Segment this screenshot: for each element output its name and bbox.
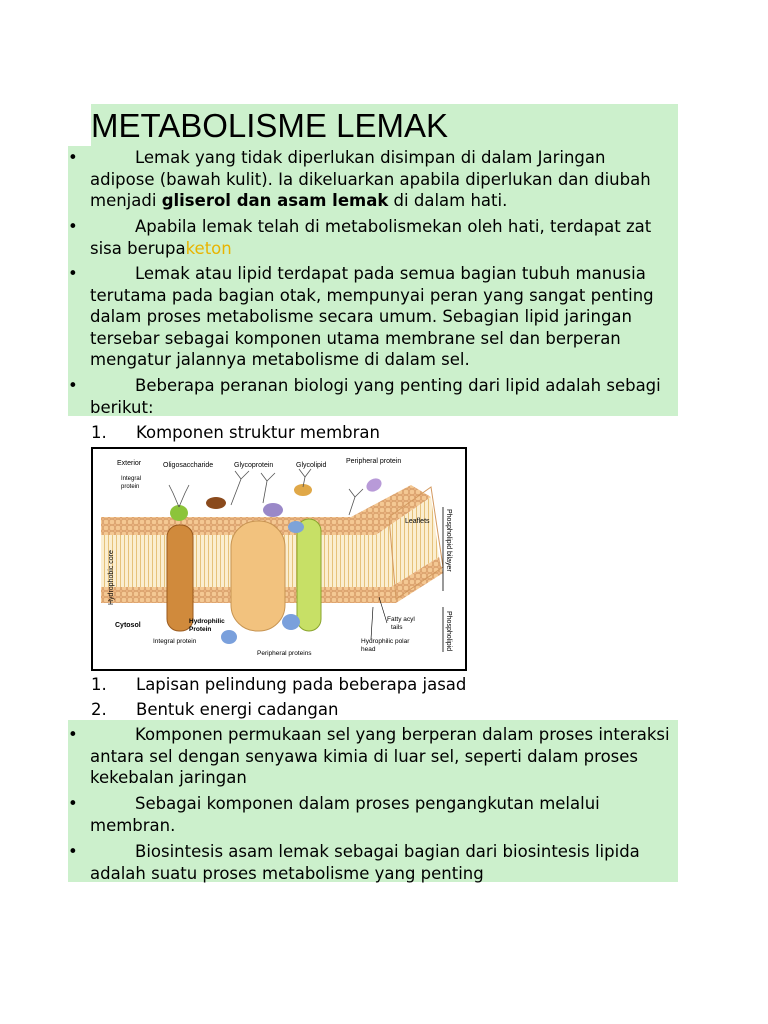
item-text: Apabila lemak telah di metabolismekan oleh hati, terdapat zat sisa berupa	[90, 217, 652, 258]
bullet-icon: •	[68, 725, 78, 744]
label-hydrophilic-1: Hydrophilic	[189, 618, 225, 625]
bold-term: gliserol dan asam lemak	[161, 191, 389, 210]
label-cytosol: Cytosol	[115, 622, 141, 629]
bullet-icon: •	[68, 264, 78, 283]
label-phospholipid-bilayer: Phospholipid bilayer	[445, 509, 452, 572]
bullet-icon: •	[68, 794, 78, 813]
item-text: Komponen struktur membran	[136, 423, 380, 442]
label-leaflets: Leaflets	[405, 518, 430, 525]
list-item	[68, 724, 674, 789]
list-item	[68, 216, 674, 259]
label-glycoprotein: Glycoprotein	[234, 462, 274, 469]
item-text: Lapisan pelindung pada beberapa jasad	[136, 675, 467, 694]
label-glycolipid: Glycolipid	[296, 462, 327, 469]
label-hydrophobic-core: Hydrophobic core	[108, 550, 115, 605]
label-hydrophilic-2: Protein	[189, 626, 212, 633]
bullet-icon: •	[68, 842, 78, 861]
item-text: Bentuk energi cadangan	[136, 700, 339, 719]
item-text: Komponen permukaan sel yang berperan dalam proses interaksi antara sel dengan senyawa kimia di luar sel, seperti dalam proses kekebalan jaringan	[90, 725, 670, 787]
label-integral-protein: Integral protein	[153, 638, 197, 645]
list-item	[68, 263, 674, 371]
list-item	[68, 841, 674, 884]
item-text: Beberapa peranan biologi yang penting dari lipid adalah sebagi berikut:	[90, 376, 661, 417]
label-hydrophilic-head-1: Hydrophilic polar	[361, 638, 410, 645]
label-exterior: Exterior	[117, 460, 142, 467]
membrane-figure	[91, 447, 467, 671]
item-text: Lemak yang tidak diperlukan disimpan di dalam Jaringan adipose (bawah kulit). Ia dikeluarkan apabila diperlukan dan diubah menjadi	[90, 148, 651, 210]
label-oligosaccharide: Oligosaccharide	[163, 462, 214, 469]
item-text-end: di dalam hati.	[388, 191, 508, 210]
list-item	[68, 147, 674, 212]
page-title: METABOLISME LEMAK	[91, 107, 448, 144]
keton-link[interactable]: keton	[185, 238, 232, 258]
list-item	[68, 793, 674, 836]
bullet-icon: •	[68, 148, 78, 167]
numbered-item	[91, 699, 338, 721]
label-hydrophilic-head-2: head	[361, 646, 376, 653]
item-number: 1.	[91, 423, 107, 442]
numbered-item	[91, 674, 466, 696]
membrane-diagram	[91, 447, 467, 671]
list-item	[68, 375, 674, 418]
label-fatty-acyl-1: Fatty acyl	[387, 616, 415, 623]
item-number: 2.	[91, 700, 107, 719]
label-integral-1: Integral	[121, 476, 142, 482]
numbered-item	[91, 422, 380, 444]
item-text: Lemak atau lipid terdapat pada semua bagian tubuh manusia terutama pada bagian otak, mempunyai peran yang sangat penting dalam proses metabolisme secara umum. Sebagian lipid jaringan tersebar sebagai komponen utama membrane sel dan berperan mengatur jalannya metabolisme di dalam sel.	[90, 264, 654, 369]
item-number: 1.	[91, 675, 107, 694]
label-phospholipid: Phospholipid	[445, 611, 452, 652]
label-fatty-acyl-2: tails	[391, 624, 403, 631]
label-peripheral-proteins: Peripheral proteins	[257, 650, 312, 657]
bullet-icon: •	[68, 217, 78, 236]
item-text: Sebagai komponen dalam proses pengangkutan melalui membran.	[90, 794, 600, 835]
item-text: Biosintesis asam lemak sebagai bagian dari biosintesis lipida adalah suatu proses metabolisme yang penting	[90, 842, 640, 883]
label-peripheral-protein: Peripheral protein	[346, 458, 402, 465]
bullet-icon: •	[68, 376, 78, 395]
label-integral-2: protein	[121, 484, 140, 490]
